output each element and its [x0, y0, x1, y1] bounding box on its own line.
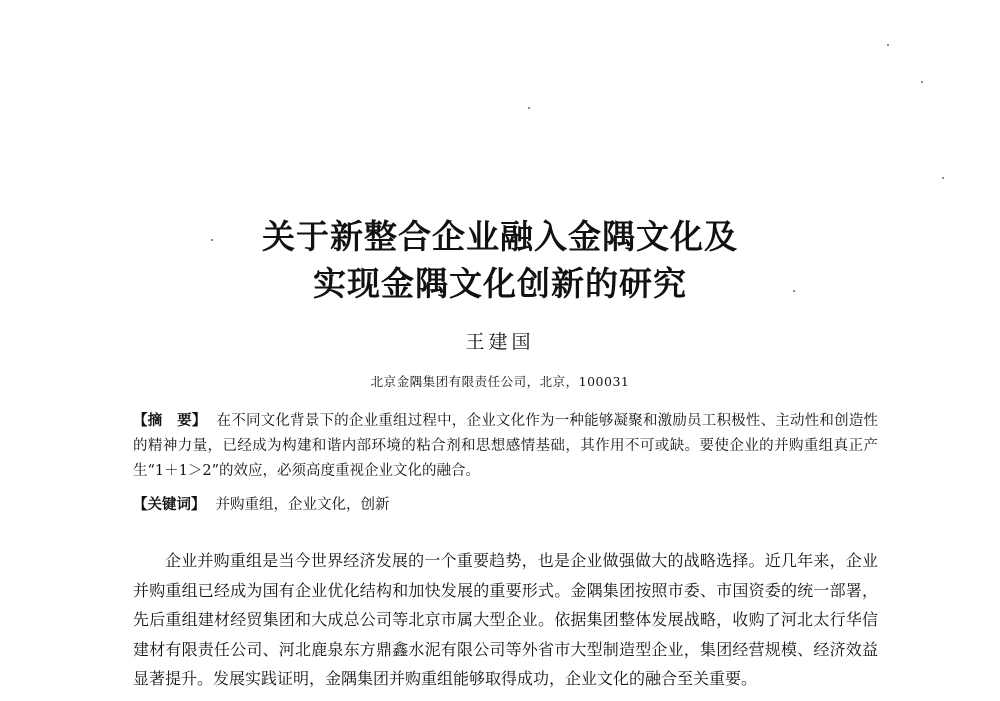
author-affiliation: 北京金隅集团有限责任公司，北京，100031 [370, 374, 630, 389]
abstract [133, 409, 878, 484]
keywords [133, 493, 878, 518]
keywords-label: 【关键词】 [133, 497, 206, 513]
scan-speck [528, 107, 530, 109]
scan-speck [793, 290, 795, 292]
abstract-label: 【摘 要】 [133, 413, 207, 429]
author-name: 王建国 [465, 331, 535, 353]
scan-speck [942, 177, 944, 179]
body-paragraph: 企业并购重组是当今世界经济发展的一个重要趋势，也是企业做强做大的战略选择。近几年来，企业并购重组已经成为国有企业优化结构和加快发展的重要形式。金隅集团按照市委、市国资委的统一部署，先后重组建材经贸集团和大成总公司等北京市属大型企业。依据集团整体发展战略，收购了河北太行华信建材有限责任公司、河北鹿泉东方鼎鑫水泥有限公司等外省市大型制造型企业，集团经营规模、经济效益显著提升。发展实践证明，金隅集团并购重组能够取得成功，企业文化的融合至关重要。 [133, 551, 878, 688]
abstract-text: 在不同文化背景下的企业重组过程中，企业文化作为一种能够凝聚和激励员工积极性、主动性和创造性的精神力量，已经成为构建和谐内部环境的粘合剂和思想感情基础，其作用不可或缺。要使企业的并购重组真正产生“1＋1＞2”的效应，必须高度重视企业文化的融合。 [133, 413, 879, 479]
paper-title-line-1: 关于新整合企业融入金隅文化及 [262, 217, 738, 256]
scan-speck [921, 81, 923, 83]
paper-title-line-2: 实现金隅文化创新的研究 [313, 264, 687, 303]
scan-speck [887, 44, 889, 46]
keywords-text: 并购重组，企业文化，创新 [215, 497, 390, 513]
scan-speck [211, 239, 213, 241]
